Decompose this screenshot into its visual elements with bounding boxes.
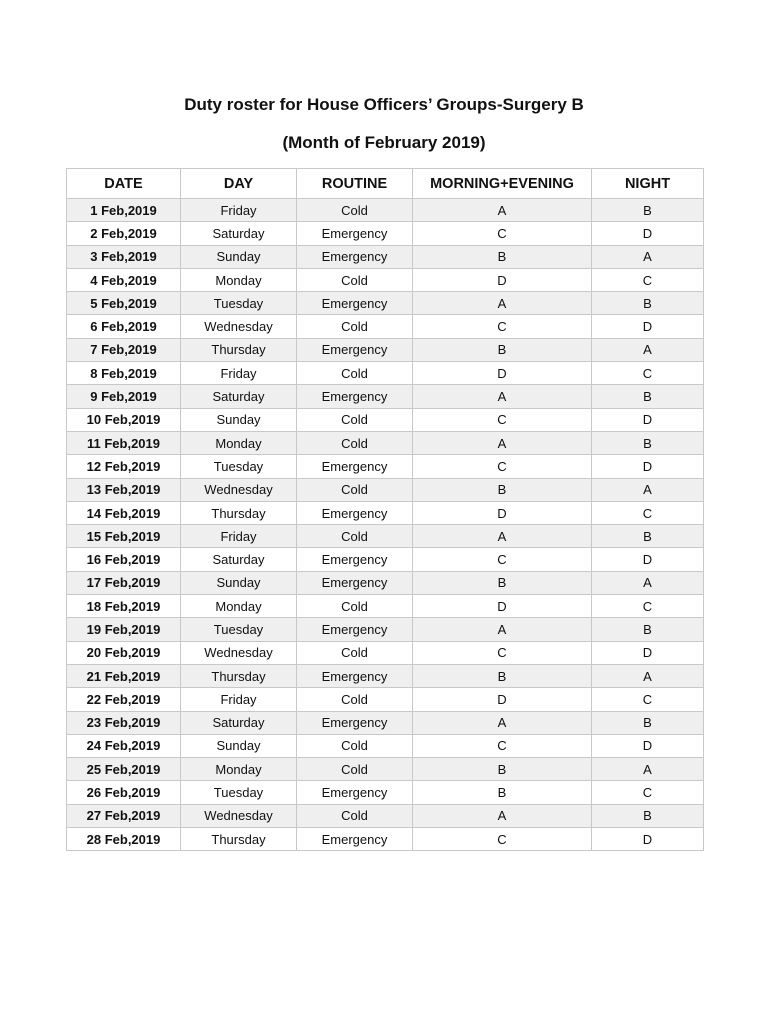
routine-cell: Emergency bbox=[297, 664, 413, 687]
table-row bbox=[67, 385, 704, 408]
night-cell: B bbox=[592, 431, 704, 454]
date-cell: 25 Feb,2019 bbox=[67, 758, 181, 781]
date-cell: 1 Feb,2019 bbox=[67, 199, 181, 222]
routine-cell: Emergency bbox=[297, 455, 413, 478]
night-cell: A bbox=[592, 245, 704, 268]
routine-cell: Emergency bbox=[297, 222, 413, 245]
table-row bbox=[67, 525, 704, 548]
date-cell: 6 Feb,2019 bbox=[67, 315, 181, 338]
morning-evening-cell: B bbox=[413, 781, 592, 804]
night-cell: A bbox=[592, 478, 704, 501]
day-cell: Saturday bbox=[181, 385, 297, 408]
routine-cell: Cold bbox=[297, 408, 413, 431]
table-row bbox=[67, 408, 704, 431]
date-cell: 19 Feb,2019 bbox=[67, 618, 181, 641]
morning-evening-cell: B bbox=[413, 245, 592, 268]
morning-evening-cell: C bbox=[413, 641, 592, 664]
routine-cell: Cold bbox=[297, 804, 413, 827]
night-cell: D bbox=[592, 315, 704, 338]
routine-cell: Emergency bbox=[297, 338, 413, 361]
routine-cell: Cold bbox=[297, 641, 413, 664]
routine-cell: Emergency bbox=[297, 385, 413, 408]
table-row bbox=[67, 804, 704, 827]
night-cell: D bbox=[592, 828, 704, 851]
duty-roster-table bbox=[66, 168, 704, 851]
routine-cell: Cold bbox=[297, 362, 413, 385]
morning-evening-cell: C bbox=[413, 315, 592, 338]
document-subtitle: (Month of February 2019) bbox=[282, 133, 486, 152]
day-cell: Tuesday bbox=[181, 618, 297, 641]
morning-evening-cell: D bbox=[413, 268, 592, 291]
morning-evening-cell: D bbox=[413, 595, 592, 618]
morning-evening-cell: D bbox=[413, 688, 592, 711]
routine-cell: Emergency bbox=[297, 781, 413, 804]
night-cell: C bbox=[592, 595, 704, 618]
day-cell: Wednesday bbox=[181, 641, 297, 664]
night-cell: D bbox=[592, 455, 704, 478]
date-cell: 18 Feb,2019 bbox=[67, 595, 181, 618]
routine-cell: Cold bbox=[297, 525, 413, 548]
table-header-row bbox=[67, 169, 704, 199]
day-cell: Wednesday bbox=[181, 804, 297, 827]
table-row bbox=[67, 199, 704, 222]
table-row bbox=[67, 618, 704, 641]
day-cell: Friday bbox=[181, 199, 297, 222]
day-cell: Tuesday bbox=[181, 781, 297, 804]
night-cell: D bbox=[592, 222, 704, 245]
night-cell: A bbox=[592, 758, 704, 781]
morning-evening-cell: A bbox=[413, 292, 592, 315]
night-cell: B bbox=[592, 525, 704, 548]
morning-evening-cell: A bbox=[413, 711, 592, 734]
night-cell: C bbox=[592, 268, 704, 291]
routine-cell: Cold bbox=[297, 688, 413, 711]
morning-evening-cell: A bbox=[413, 431, 592, 454]
date-cell: 20 Feb,2019 bbox=[67, 641, 181, 664]
column-header-night: NIGHT bbox=[592, 169, 704, 199]
night-cell: D bbox=[592, 548, 704, 571]
table-row bbox=[67, 758, 704, 781]
routine-cell: Emergency bbox=[297, 292, 413, 315]
morning-evening-cell: C bbox=[413, 548, 592, 571]
routine-cell: Cold bbox=[297, 431, 413, 454]
morning-evening-cell: D bbox=[413, 362, 592, 385]
date-cell: 4 Feb,2019 bbox=[67, 268, 181, 291]
date-cell: 14 Feb,2019 bbox=[67, 501, 181, 524]
day-cell: Thursday bbox=[181, 664, 297, 687]
date-cell: 16 Feb,2019 bbox=[67, 548, 181, 571]
date-cell: 11 Feb,2019 bbox=[67, 431, 181, 454]
morning-evening-cell: B bbox=[413, 664, 592, 687]
morning-evening-cell: B bbox=[413, 758, 592, 781]
morning-evening-cell: D bbox=[413, 501, 592, 524]
table-row bbox=[67, 245, 704, 268]
table-row bbox=[67, 315, 704, 338]
date-cell: 10 Feb,2019 bbox=[67, 408, 181, 431]
night-cell: D bbox=[592, 408, 704, 431]
table-row bbox=[67, 431, 704, 454]
day-cell: Sunday bbox=[181, 571, 297, 594]
morning-evening-cell: A bbox=[413, 385, 592, 408]
day-cell: Saturday bbox=[181, 711, 297, 734]
date-cell: 12 Feb,2019 bbox=[67, 455, 181, 478]
routine-cell: Emergency bbox=[297, 501, 413, 524]
day-cell: Monday bbox=[181, 268, 297, 291]
routine-cell: Cold bbox=[297, 595, 413, 618]
date-cell: 13 Feb,2019 bbox=[67, 478, 181, 501]
morning-evening-cell: C bbox=[413, 828, 592, 851]
routine-cell: Emergency bbox=[297, 571, 413, 594]
document-title: Duty roster for House Officers’ Groups-Surgery B bbox=[184, 95, 584, 114]
routine-cell: Emergency bbox=[297, 828, 413, 851]
routine-cell: Emergency bbox=[297, 618, 413, 641]
day-cell: Thursday bbox=[181, 828, 297, 851]
column-header-routine: ROUTINE bbox=[297, 169, 413, 199]
day-cell: Friday bbox=[181, 525, 297, 548]
table-body bbox=[67, 199, 704, 851]
date-cell: 8 Feb,2019 bbox=[67, 362, 181, 385]
date-cell: 3 Feb,2019 bbox=[67, 245, 181, 268]
table-row bbox=[67, 595, 704, 618]
routine-cell: Cold bbox=[297, 758, 413, 781]
table-row bbox=[67, 781, 704, 804]
table-row bbox=[67, 501, 704, 524]
date-cell: 15 Feb,2019 bbox=[67, 525, 181, 548]
day-cell: Saturday bbox=[181, 548, 297, 571]
day-cell: Sunday bbox=[181, 408, 297, 431]
column-header-date: DATE bbox=[67, 169, 181, 199]
table-row bbox=[67, 268, 704, 291]
morning-evening-cell: B bbox=[413, 338, 592, 361]
night-cell: B bbox=[592, 804, 704, 827]
morning-evening-cell: B bbox=[413, 478, 592, 501]
date-cell: 26 Feb,2019 bbox=[67, 781, 181, 804]
night-cell: A bbox=[592, 664, 704, 687]
day-cell: Sunday bbox=[181, 734, 297, 757]
day-cell: Wednesday bbox=[181, 315, 297, 338]
day-cell: Thursday bbox=[181, 501, 297, 524]
date-cell: 28 Feb,2019 bbox=[67, 828, 181, 851]
table-row bbox=[67, 571, 704, 594]
table-row bbox=[67, 478, 704, 501]
night-cell: C bbox=[592, 781, 704, 804]
day-cell: Wednesday bbox=[181, 478, 297, 501]
day-cell: Monday bbox=[181, 758, 297, 781]
night-cell: B bbox=[592, 199, 704, 222]
table-row bbox=[67, 734, 704, 757]
table-row bbox=[67, 641, 704, 664]
date-cell: 2 Feb,2019 bbox=[67, 222, 181, 245]
date-cell: 7 Feb,2019 bbox=[67, 338, 181, 361]
date-cell: 27 Feb,2019 bbox=[67, 804, 181, 827]
column-header-day: DAY bbox=[181, 169, 297, 199]
column-header-morning-evening: MORNING+EVENING bbox=[413, 169, 592, 199]
routine-cell: Cold bbox=[297, 315, 413, 338]
night-cell: D bbox=[592, 734, 704, 757]
routine-cell: Cold bbox=[297, 268, 413, 291]
table-row bbox=[67, 688, 704, 711]
date-cell: 22 Feb,2019 bbox=[67, 688, 181, 711]
morning-evening-cell: A bbox=[413, 525, 592, 548]
night-cell: A bbox=[592, 338, 704, 361]
routine-cell: Cold bbox=[297, 199, 413, 222]
morning-evening-cell: C bbox=[413, 734, 592, 757]
routine-cell: Emergency bbox=[297, 548, 413, 571]
night-cell: C bbox=[592, 362, 704, 385]
routine-cell: Emergency bbox=[297, 245, 413, 268]
day-cell: Saturday bbox=[181, 222, 297, 245]
night-cell: A bbox=[592, 571, 704, 594]
day-cell: Monday bbox=[181, 595, 297, 618]
morning-evening-cell: A bbox=[413, 804, 592, 827]
day-cell: Sunday bbox=[181, 245, 297, 268]
night-cell: C bbox=[592, 688, 704, 711]
morning-evening-cell: B bbox=[413, 571, 592, 594]
table-row bbox=[67, 711, 704, 734]
day-cell: Friday bbox=[181, 362, 297, 385]
routine-cell: Emergency bbox=[297, 711, 413, 734]
table-row bbox=[67, 362, 704, 385]
day-cell: Tuesday bbox=[181, 455, 297, 478]
morning-evening-cell: C bbox=[413, 455, 592, 478]
night-cell: B bbox=[592, 618, 704, 641]
date-cell: 24 Feb,2019 bbox=[67, 734, 181, 757]
routine-cell: Cold bbox=[297, 734, 413, 757]
date-cell: 21 Feb,2019 bbox=[67, 664, 181, 687]
morning-evening-cell: A bbox=[413, 618, 592, 641]
morning-evening-cell: C bbox=[413, 408, 592, 431]
night-cell: B bbox=[592, 292, 704, 315]
night-cell: D bbox=[592, 641, 704, 664]
day-cell: Monday bbox=[181, 431, 297, 454]
date-cell: 17 Feb,2019 bbox=[67, 571, 181, 594]
day-cell: Tuesday bbox=[181, 292, 297, 315]
table-row bbox=[67, 338, 704, 361]
night-cell: C bbox=[592, 501, 704, 524]
table-row bbox=[67, 292, 704, 315]
day-cell: Thursday bbox=[181, 338, 297, 361]
date-cell: 23 Feb,2019 bbox=[67, 711, 181, 734]
morning-evening-cell: A bbox=[413, 199, 592, 222]
table-row bbox=[67, 664, 704, 687]
table-row bbox=[67, 828, 704, 851]
routine-cell: Cold bbox=[297, 478, 413, 501]
table-row bbox=[67, 222, 704, 245]
date-cell: 5 Feb,2019 bbox=[67, 292, 181, 315]
night-cell: B bbox=[592, 711, 704, 734]
morning-evening-cell: C bbox=[413, 222, 592, 245]
date-cell: 9 Feb,2019 bbox=[67, 385, 181, 408]
table-row bbox=[67, 455, 704, 478]
table-row bbox=[67, 548, 704, 571]
night-cell: B bbox=[592, 385, 704, 408]
day-cell: Friday bbox=[181, 688, 297, 711]
